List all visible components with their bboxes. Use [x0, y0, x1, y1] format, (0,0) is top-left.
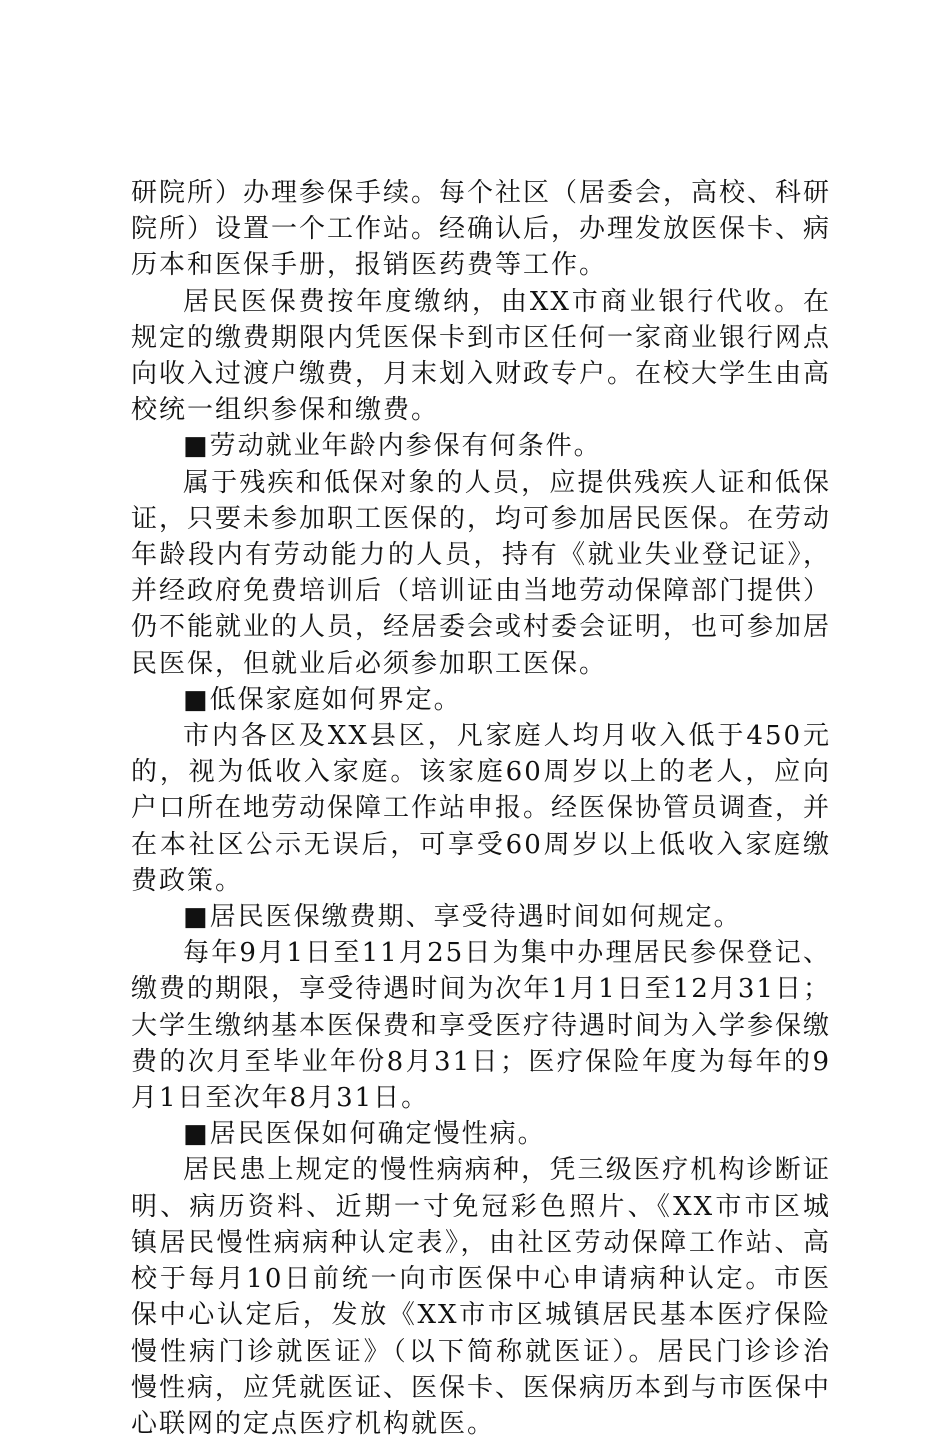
body-paragraph: 属于残疾和低保对象的人员，应提供残疾人证和低保证，只要未参加职工医保的，均可参加居民医保。在劳动年龄段内有劳动能力的人员，持有《就业失业登记证》，并经政府免费培训后（培训证由当地劳动保障部门提供）仍不能就业的人员，经居委会或村委会证明，也可参加居民医保，但就业后必须参加职工医保。	[131, 467, 832, 679]
body-paragraph: 研院所）办理参保手续。每个社区（居委会，高校、科研院所）设置一个工作站。经确认后，办理发放医保卡、病历本和医保手册，报销医药费等工作。	[131, 178, 832, 281]
section-heading: ■劳动就业年龄内参保有何条件。	[183, 431, 602, 462]
body-paragraph: 市内各区及XX县区，凡家庭人均月收入低于450元的，视为低收入家庭。该家庭60周岁以上的老人，应向户口所在地劳动保障工作站申报。经医保协管员调查，并在本社区公示无误后，可享受60周岁以上低收入家庭缴费政策。	[131, 721, 832, 896]
body-paragraph: 居民患上规定的慢性病病种，凭三级医疗机构诊断证明、病历资料、近期一寸免冠彩色照片、《XX市市区城镇居民慢性病病种认定表》，由社区劳动保障工作站、高校于每月10日前统一向市医保中心申请病种认定。市医保中心认定后，发放《XX市市区城镇居民基本医疗保险慢性病门诊就医证》（以下简称就医证）。居民门诊诊治慢性病，应凭就医证、医保卡、医保病历本到与市医保中心联网的定点医疗机构就医。	[131, 1155, 832, 1439]
document-page	[131, 175, 831, 1442]
body-paragraph: 居民医保费按年度缴纳，由XX市商业银行代收。在规定的缴费期限内凭医保卡到市区任何一家商业银行网点向收入过渡户缴费，月末划入财政专户。在校大学生由高校统一组织参保和缴费。	[131, 286, 832, 426]
section-heading: ■低保家庭如何界定。	[183, 684, 462, 715]
section-heading: ■居民医保如何确定慢性病。	[183, 1119, 546, 1150]
body-paragraph: 每年9月1日至11月25日为集中办理居民参保登记、缴费的期限，享受待遇时间为次年1月1日至12月31日；大学生缴纳基本医保费和享受医疗待遇时间为入学参保缴费的次月至毕业年份8月31日；医疗保险年度为每年的9月1日至次年8月31日。	[131, 938, 832, 1114]
section-heading: ■居民医保缴费期、享受待遇时间如何规定。	[183, 902, 742, 933]
